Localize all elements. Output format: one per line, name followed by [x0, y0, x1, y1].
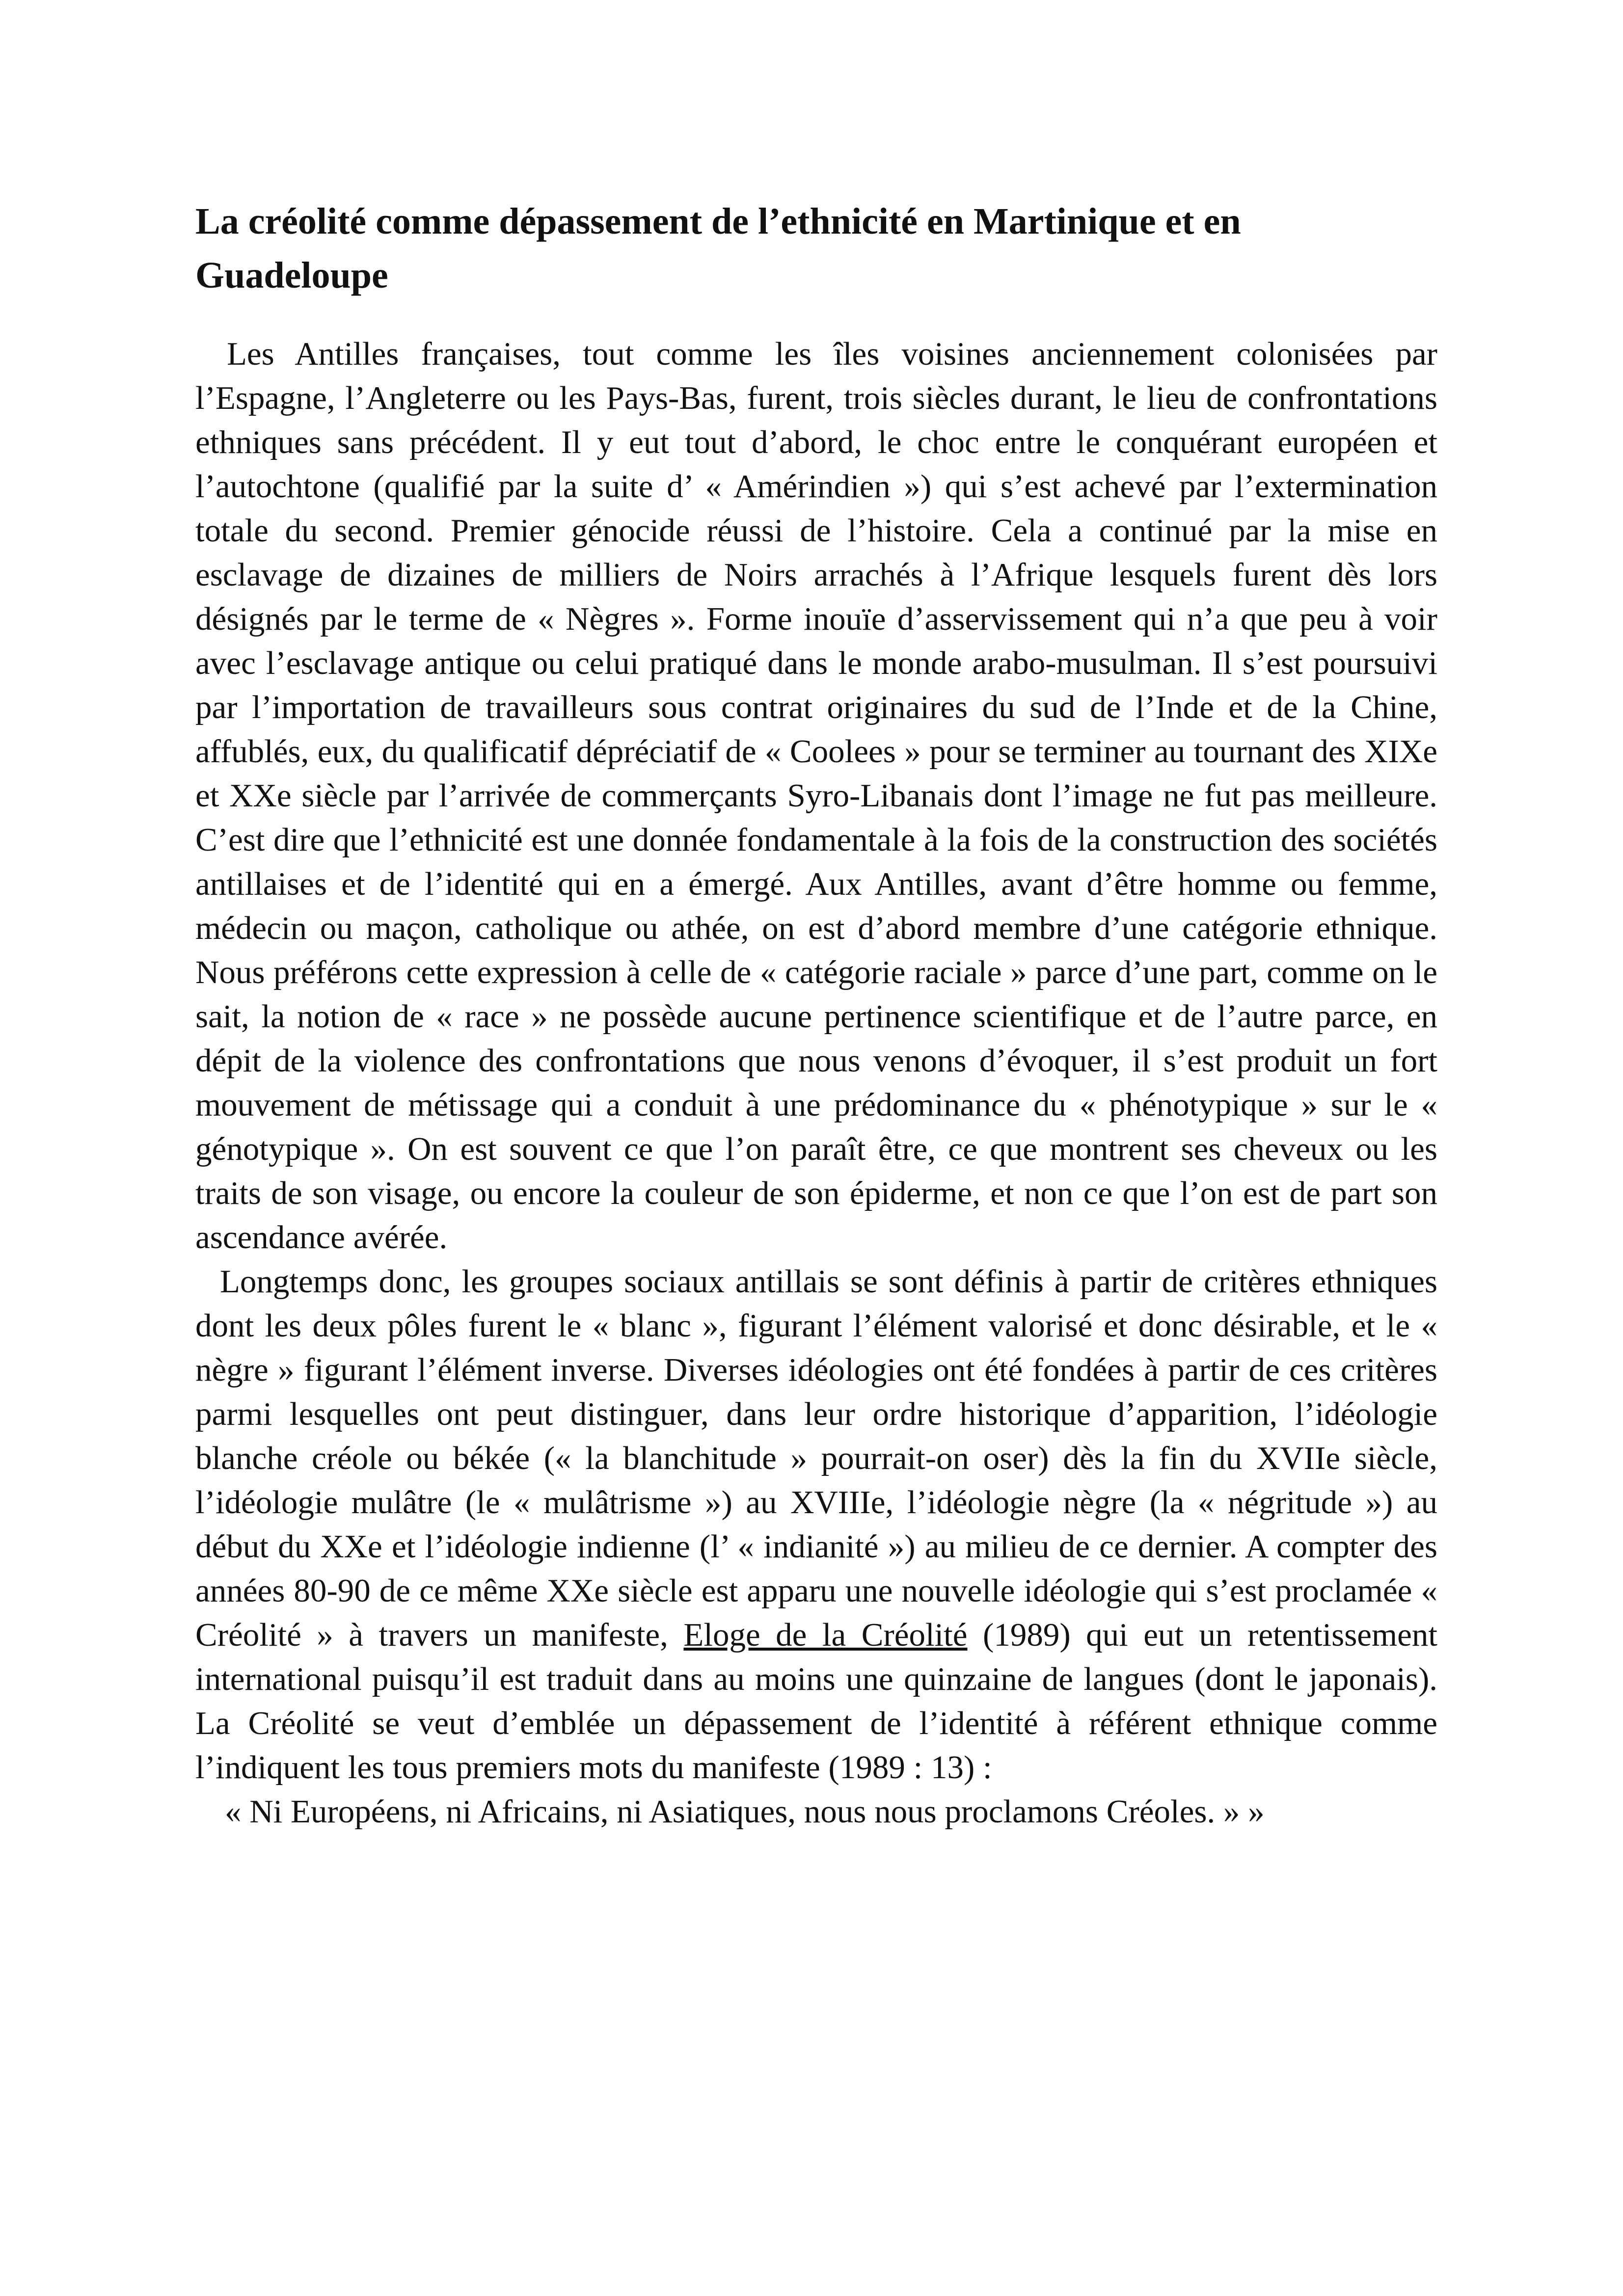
manifesto-quote: « Ni Européens, ni Africains, ni Asiatiques, nous nous proclamons Créoles. » »	[225, 1793, 1265, 1830]
paragraph-2-text-after: (1989) qui eut un retentissement international puisqu’il est traduit dans au moins une quinzaine de langues (dont le japonais). La Créolité se veut d’emblée un dépassement de l’identité à référent ethnique comme l’indiquent les tous premiers mots du manifeste (1989 : 13) :	[195, 1617, 1437, 1786]
document-body	[195, 194, 1437, 1834]
paragraph-1: Les Antilles françaises, tout comme les îles voisines anciennement colonisées par l’Espagne, l’Angleterre ou les Pays-Bas, furent, trois siècles durant, le lieu de confrontations ethniques sans précédent. Il y eut tout d’abord, le choc entre le conquérant européen et l’autochtone (qualifié par la suite d’ « Amérindien ») qui s’est achevé par l’extermination totale du second. Premier génocide réussi de l’histoire. Cela a continué par la mise en esclavage de dizaines de milliers de Noirs arrachés à l’Afrique lesquels furent dès lors désignés par le terme de « Nègres ». Forme inouïe d’asservissement qui n’a que peu à voir avec l’esclavage antique ou celui pratiqué dans le monde arabo-musulman. Il s’est poursuivi par l’importation de travailleurs sous contrat originaires du sud de l’Inde et de la Chine, affublés, eux, du qualificatif dépréciatif de « Coolees » pour se terminer au tournant des XIXe et XXe siècle par l’arrivée de commerçants Syro-Libanais dont l’image ne fut pas meilleure. C’est dire que l’ethnicité est une donnée fondamentale à la fois de la construction des sociétés antillaises et de l’identité qui en a émergé. Aux Antilles, avant d’être homme ou femme, médecin ou maçon, catholique ou athée, on est d’abord membre d’une catégorie ethnique. Nous préférons cette expression à celle de « catégorie raciale » parce d’une part, comme on le sait, la notion de « race » ne possède aucune pertinence scientifique et de l’autre parce, en dépit de la violence des confrontations que nous venons d’évoquer, il s’est produit un fort mouvement de métissage qui a conduit à une prédominance du « phénotypique » sur le « génotypique ». On est souvent ce que l’on paraît être, ce que montrent ses cheveux ou les traits de son visage, ou encore la couleur de son épiderme, et non ce que l’on est de part son ascendance avérée.	[195, 336, 1437, 1255]
book-title-eloge-de-la-creolite: Eloge de la Créolité	[683, 1617, 968, 1653]
paragraph-2-text-before: Longtemps donc, les groupes sociaux antillais se sont définis à partir de critères ethniques dont les deux pôles furent le « blanc », figurant l’élément valorisé et donc désirable, et le « nègre » figurant l’élément inverse. Diverses idéologies ont été fondées à partir de ces critères parmi lesquelles ont peut distinguer, dans leur ordre historique d’apparition, l’idéologie blanche créole ou békée (« la blanchitude » pourrait-on oser) dès la fin du XVIIe siècle, l’idéologie mulâtre (le « mulâtrisme ») au XVIIIe, l’idéologie nègre (la « négritude ») au début du XXe et l’idéologie indienne (l’ « indianité ») au milieu de ce dernier. A compter des années 80-90 de ce même XXe siècle est apparu une nouvelle idéologie qui s’est proclamée « Créolité » à travers un manifeste,	[195, 1263, 1437, 1653]
document-title: La créolité comme dépassement de l’ethnicité en Martinique et en Guadeloupe	[195, 201, 1241, 296]
paragraph-2	[195, 1259, 1437, 1789]
